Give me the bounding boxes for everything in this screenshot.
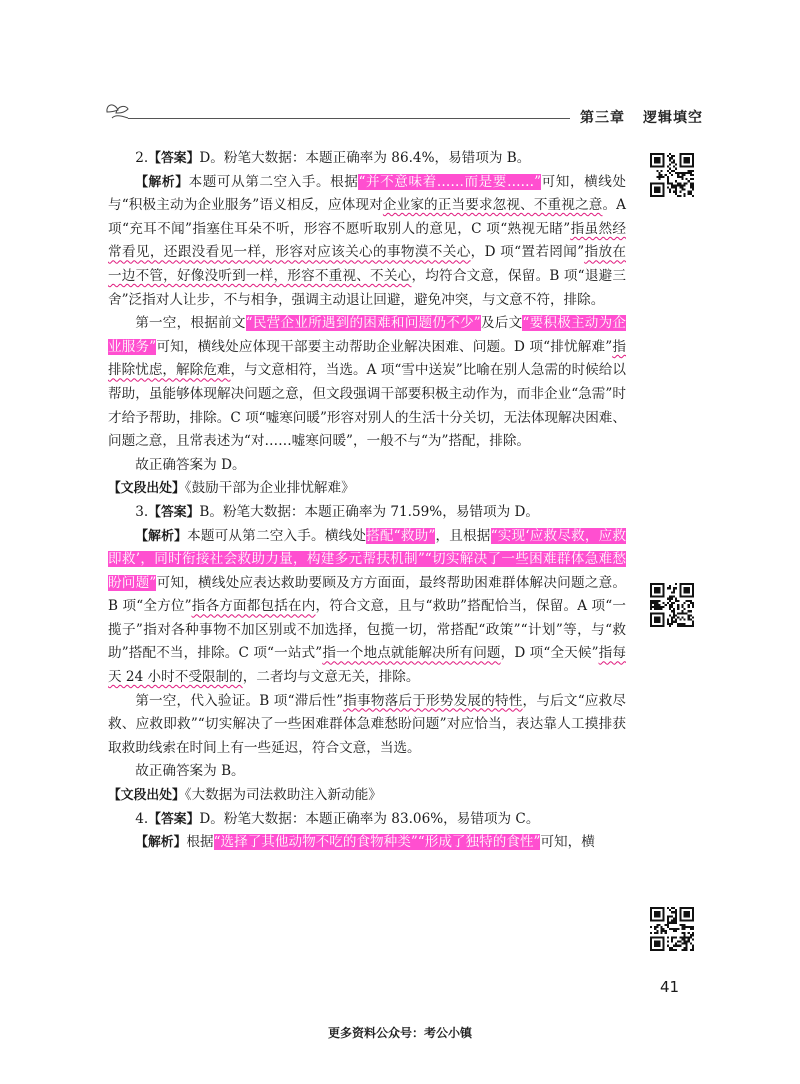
text-segment: 4. [135,810,149,827]
wavy-underlined-text: 指虽然经常看见，还跟没看见一样，形容对应该关心的事物漠不关心 [108,220,626,261]
section-label: 【答案】 [148,811,200,827]
wavy-underlined-text: 指排除忧虑，解除危难 [108,338,627,379]
chapter-title [580,107,703,127]
chapter-number: 第三章 [580,110,625,126]
paragraph [108,784,626,808]
text-segment: 2. [135,150,149,166]
text-segment: 《大数据为司法救助注入新动能》 [184,787,382,804]
text-segment: 第一空，根据前文 [135,315,246,332]
section-label: 【解析】 [135,528,188,544]
text-segment: 及后文 [480,315,523,332]
header-rule [128,118,570,119]
paragraph [108,477,626,501]
text-segment: ，均符合文意，保留。B 项“退避三舍”泛指对人让步，不与相争，强调主动退让回避，避免冲突，与文意不符，排除。 [108,267,626,308]
text-segment: B。粉笔大数据：本题正确率为 71.59%，易错项为 D。 [199,503,540,520]
footer-note: 更多资料公众号：考公小镇 [327,1026,472,1040]
section-label: 【解析】 [135,174,189,190]
text-segment: 《鼓励干部为企业排忧解难》 [184,480,355,497]
section-label: 【解析】 [135,835,187,851]
text-segment: ，与文意相符，当选。A 项“雪中送炭”比喻在别人急需的时候给以帮助，虽能够体现解决问题之意，但文段强调干部要积极主动作为，而非企业“急需”时才给予帮助，排除。C 项“嘘寒问暖”形容对别人的生活十分关切，无法体现解决困难、问题之意，且常表述为“对……嘘寒问暖”，一般不与“为”搭配，排除。 [108,362,626,450]
paragraph [108,171,626,313]
paragraph [108,501,626,525]
page-number: 41 [660,978,680,996]
text-segment: 可知，横线处应体现干部要主动帮助企业解决困难、问题。D 项“排忧解难” [156,338,613,355]
chapter-name: 逻辑填空 [643,110,703,126]
wavy-underlined-text: 指放在一边不管，好像没听到一样，形容不重视、不关心 [108,244,626,284]
wavy-underlined-text: 指每天 24 小时不受限制的 [108,645,626,686]
text-segment: ，D 项“置若罔闻” [470,244,585,261]
wavy-underlined-text: 指一个地点就能解决所有问题 [322,645,501,662]
wavy-underlined-text: 指事物落后于形势发展的特性 [343,692,523,709]
text-segment: ，且根据 [435,527,491,544]
wavy-underlined-text: 企业家的正当要求忽视、不重视之意 [382,197,603,214]
text-segment: 。A 项“充耳不闻”指塞住耳朵不听，形容不愿听取别人的意见，C 项“熟视无睹” [108,197,626,237]
text-segment: 3. [135,503,149,520]
highlighted-quote: 搭配“救助” [366,527,436,544]
text-segment: D。粉笔大数据：本题正确率为 83.06%，易错项为 C。 [199,810,540,827]
paragraph [108,831,626,855]
text-segment: ，与后文“应救尽救、应救即救”“切实解决了一些困难群体急难愁盼问题”对应恰当，表达靠人工摸排获取救助线索在时间上有一些延迟，符合文意，当选。 [108,692,627,756]
paragraph [108,760,626,784]
highlighted-quote: “实现‘应救尽救，应救即救’，同时衔接社会救助力量，构建多元帮扶机制”“切实解决了一些困难群体急难愁盼问题” [108,527,626,591]
highlighted-quote: “要积极主动为企业服务” [108,315,627,355]
text-segment: 可知，横线处与“积极主动为企业服务”语义相反，应体现对 [108,173,627,214]
highlighted-quote: “并不意味着……而是要……” [358,173,542,190]
text-segment: 故正确答案为 D。 [135,456,246,473]
text-segment: 根据 [186,834,214,851]
paragraph [108,808,626,832]
wavy-underlined-text: 指各方面都包括在内 [191,598,316,615]
paragraph [108,690,626,761]
section-label: 【文段出处】 [108,481,185,497]
text-segment: ，D 项“全天候” [500,645,599,662]
qr-code-icon[interactable] [650,583,694,627]
qr-code-icon[interactable] [650,153,694,197]
text-segment: D。粉笔大数据：本题正确率为 86.4%，易错项为 B。 [199,150,531,166]
qr-code-icon[interactable] [650,907,694,951]
text-segment: ，二者均与文意无关，排除。 [242,669,420,686]
text-segment: 第一空，代入验证。B 项“滞后性” [135,692,344,709]
section-label: 【答案】 [148,504,200,520]
highlighted-quote: “民营企业所遇到的困难和问题仍不少” [245,315,481,332]
section-label: 【答案】 [148,151,200,166]
text-segment: 可知，横 [540,834,595,851]
highlighted-quote: “选择了其他动物不吃的食物种类”“形成了独特的食性” [213,834,541,851]
paragraph [108,454,626,478]
text-segment: 可知，横线处应表达救助要顾及方方面面，最终帮助困难群体解决问题之意。B 项“全方位” [108,574,626,615]
text-segment: 本题可从第二空入手。横线处 [187,527,367,544]
paragraph [108,525,626,690]
solution-text [108,147,626,855]
leaf-icon [104,98,130,120]
paragraph [108,312,626,454]
section-label: 【文段出处】 [108,788,185,804]
text-segment: 本题可从第二空入手。根据 [188,173,359,190]
paragraph [108,147,626,171]
text-segment: ，符合文意，且与“救助”搭配恰当，保留。A 项“一揽子”指对各种事物不加区别或不加选择，包揽一切，常搭配“政策”“计划”等，与“救助”搭配不当，排除。C 项“一站式” [108,598,626,662]
text-segment: 故正确答案为 B。 [135,763,245,780]
